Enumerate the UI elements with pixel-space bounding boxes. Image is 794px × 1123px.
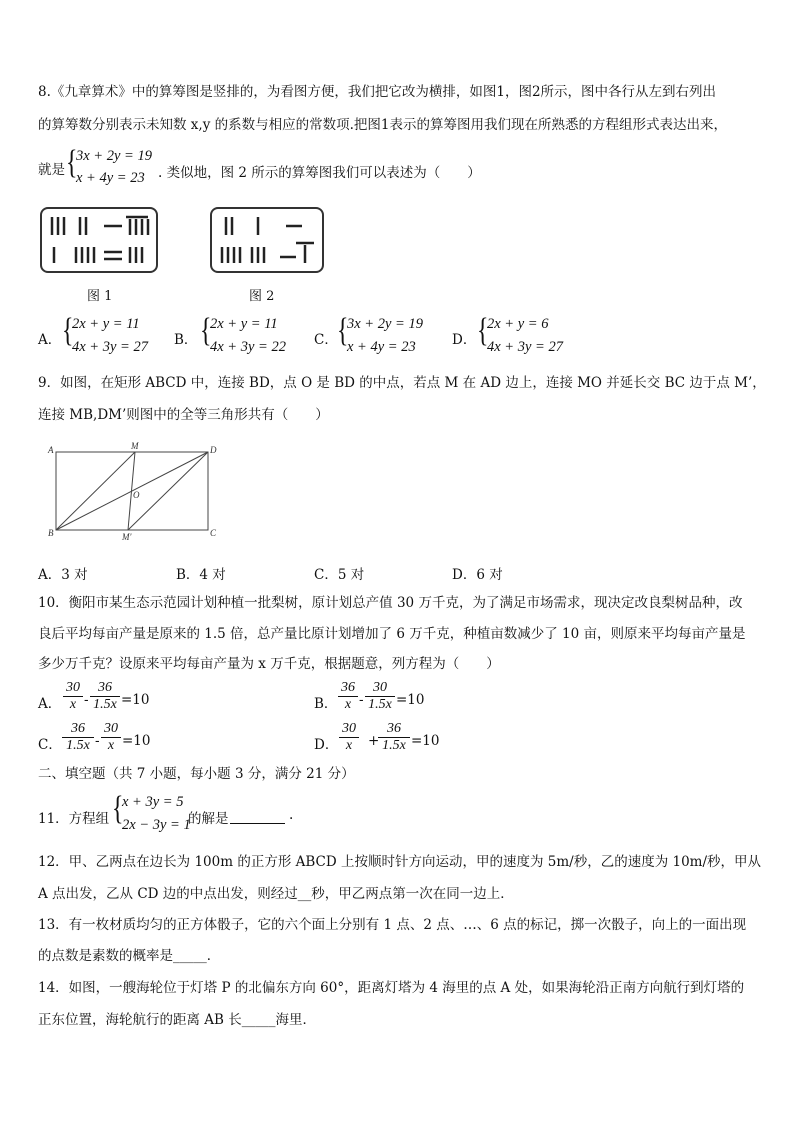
- q8-line2: 的算筹数分别表示未知数 x,y 的系数与相应的常数项.把图1表示的算筹图用我们现在所熟悉的方程组形式表达出来，: [38, 117, 727, 133]
- segment-dm2: [128, 452, 208, 530]
- label-b: B: [48, 528, 54, 538]
- q11-prefix: 11．方程组: [38, 811, 110, 827]
- q10-c-frac1: 36 1.5x: [62, 721, 94, 754]
- q11-end: .: [289, 807, 294, 823]
- q10-b-rhs: =10: [396, 692, 425, 708]
- counting-rod-figure-1: [40, 207, 158, 273]
- q8-system-eq1: 3x + 2y = 19: [76, 148, 152, 164]
- q8-line3-suffix: . 类似地，图 2 所示的算筹图我们可以表述为（ ）: [158, 165, 481, 181]
- q13-line2: 的点数是素数的概率是_____．: [38, 948, 221, 964]
- q10-line1: 10．衡阳市某生态示范园计划种植一批梨树，原计划总产值 30 万千克，为了满足市场需求，现决定改良梨树品种，改: [38, 595, 743, 611]
- q8-option-c-eq1: 3x + 2y = 19: [347, 316, 423, 332]
- q13-line1: 13．有一枚材质均匀的正方体骰子，它的六个面上分别有 1 点、2 点、…、6 点的标记，掷一次骰子，向上的一面出现: [38, 917, 747, 933]
- q11-eq2: 2x − 3y = 1: [122, 817, 191, 833]
- q8-option-a-eq2: 4x + 3y = 27: [72, 339, 148, 355]
- q10-c-frac2: 30 x: [101, 721, 121, 754]
- q9-line2: 连接 MB,DM’则图中的全等三角形共有（ ）: [38, 407, 329, 423]
- q10-d-rhs: =10: [411, 733, 440, 749]
- q10-c-op: -: [95, 733, 100, 749]
- q10-b-frac2: 30 1.5x: [365, 680, 395, 713]
- q8-option-b-eq2: 4x + 3y = 22: [210, 339, 286, 355]
- q10-d-frac2: 36 1.5x: [378, 721, 410, 754]
- label-a: A: [48, 445, 54, 455]
- label-c: C: [210, 528, 217, 538]
- q8-option-a-eq1: 2x + y = 11: [72, 316, 140, 332]
- q11-answer-blank[interactable]: [230, 807, 285, 824]
- q8-option-d-eq2: 4x + 3y = 27: [487, 339, 563, 355]
- q9-option-c[interactable]: C．5 对: [314, 567, 365, 583]
- q10-a-frac2: 36 1.5x: [90, 680, 120, 713]
- q10-a-frac1: 30 x: [63, 680, 83, 713]
- q10-b-op: -: [359, 692, 364, 708]
- counting-rod-figure-2: [210, 207, 324, 273]
- q14-line2: 正东位置，海轮航行的距离 AB 长_____海里．: [38, 1012, 317, 1028]
- q14-line1: 14．如图，一艘海轮位于灯塔 P 的北偏东方向 60°，距离灯塔为 4 海里的点 A 处，如果海轮沿正南方向航行到灯塔的: [38, 980, 745, 996]
- fig1-caption: 图 1: [87, 289, 113, 304]
- q8-line3-prefix: 就是: [38, 162, 65, 178]
- q10-option-a-label[interactable]: A．: [38, 696, 62, 712]
- section-2-heading: 二、填空题（共 7 小题，每小题 3 分，满分 21 分）: [38, 766, 355, 782]
- q8-option-d-eq1: 2x + y = 6: [487, 316, 549, 332]
- q9-option-a[interactable]: A．3 对: [38, 567, 88, 583]
- q10-option-d-label[interactable]: D．: [314, 737, 339, 753]
- q10-line3: 多少万千克？设原来平均每亩产量为 x 万千克，根据题意，列方程为（ ）: [38, 656, 500, 672]
- rod-figure-2-svg: [212, 209, 322, 271]
- q10-option-c-label[interactable]: C．: [38, 737, 62, 753]
- q8-option-b-eq1: 2x + y = 11: [210, 316, 278, 332]
- q8-option-c-label[interactable]: C．: [314, 332, 338, 348]
- q11-eq1: x + 3y = 5: [122, 794, 184, 810]
- q8-line1: 8.《九章算术》中的算筹图是竖排的，为看图方便，我们把它改为横排，如图1，图2所示，图中各行从左到右列出: [38, 84, 717, 100]
- q8-option-a-label[interactable]: A．: [38, 332, 62, 348]
- q9-option-d[interactable]: D．6 对: [452, 567, 503, 583]
- rectangle-abcd-figure: [40, 440, 230, 544]
- q9-line1: 9．如图，在矩形 ABCD 中，连接 BD，点 O 是 BD 的中点，若点 M 在 AD 边上，连接 MO 并延长交 BC 边于点 M’，: [38, 375, 766, 391]
- exam-page: 8.《九章算术》中的算筹图是竖排的，为看图方便，我们把它改为横排，如图1，图2所示，图中各行从左到右列出 的算筹数分别表示未知数 x,y 的系数与相应的常数项.把图1表示的算筹图用我们现在所熟悉的方程组形式表达出来， 就是 { 3x + 2y = 19 x + 4y = 23 . 类似地，图 2 所示的算筹图我们可以表述为（ ） 图 1 图 2 A． { 2x + y = 11 4x + 3y = 27 B． { 2x + y = 11 4x + 3y = 22 C． { 3x + 2y = 19 x + 4y = 23 D． { 2x + y = 6 4x + 3y = 27 9．如图，在矩形 ABCD 中，连接 BD，点 O 是 BD 的中点，若点 M 在 AD 边上，连接 MO 并延长交 BC 边于点 M’， 连接 MB,DM’则图中的全等三角形共有（ ） A M D O B M' C A．3 对 B．4 对 C．5 对 D．6 对 10．衡阳市某生态示范园计划种植一批梨树，原计划总产值 30 万千克，为了满足市场需求，现决定改良梨树品种，改 良后平均每亩产量是原来的 1.5 倍，总产量比原计划增加了 6 万千克，种植亩数减少了 10 亩，则原来平均每亩产量是 多少万千克？设原来平均每亩产量为 x 万千克，根据题意，列方程为（ ） A． 30 x - 36 1.5x =10 B． 36 x - 30 1.5x =10 C． 36 1.5x - 30 x =10 D． 30 x + 36 1.5x =10 二、填空题（共 7 小题，每小题 3 分，满分 21 分） 11．方程组 { x + 3y = 5 2x − 3y = 1 的解是 . 12．甲、乙两点在边长为 100m 的正方形 ABCD 上按顺时针方向运动，甲的速度为 5m/秒，乙的速度为 10m/秒，甲从 A 点出发，乙从 CD 边的中点出发，则经过__秒，甲乙两点第一次在同一边上． 13．有一枚材质均匀的正方体骰子，它的六个面上分别有 1 点、2 点、…、6 点的标记，掷一次骰子，向上的一面出现 的点数是素数的概率是_____． 14．如图，一艘海轮位于灯塔 P 的北偏东方向 60°，距离灯塔为 4 海里的点 A 处，如果海轮沿正南方向航行到灯塔的 正东位置，海轮航行的距离 AB 长_____海里．: [38, 84, 766, 1028]
- label-o: O: [133, 490, 140, 500]
- q10-d-op: +: [368, 733, 380, 749]
- q12-line2: A 点出发，乙从 CD 边的中点出发，则经过__秒，甲乙两点第一次在同一边上．: [38, 886, 514, 902]
- q10-a-op: -: [84, 692, 89, 708]
- q8-option-b-label[interactable]: B．: [174, 332, 198, 348]
- label-m-prime: M': [122, 532, 132, 542]
- q10-line2: 良后平均每亩产量是原来的 1.5 倍，总产量比原计划增加了 6 万千克，种植亩数减少了 10 亩，则原来平均每亩产量是: [38, 626, 746, 642]
- segment-mb: [56, 452, 135, 530]
- q8-system-eq2: x + 4y = 23: [76, 170, 145, 186]
- q8-option-c-eq2: x + 4y = 23: [347, 339, 416, 355]
- label-m: M: [131, 441, 139, 451]
- rod-figure-1-svg: [42, 209, 156, 271]
- q10-c-rhs: =10: [122, 733, 151, 749]
- q11-suffix: 的解是: [188, 811, 229, 827]
- label-d: D: [210, 445, 217, 455]
- q10-option-b-label[interactable]: B．: [314, 696, 338, 712]
- q10-a-rhs: =10: [121, 692, 150, 708]
- q12-line1: 12．甲、乙两点在边长为 100m 的正方形 ABCD 上按顺时针方向运动，甲的速度为 5m/秒，乙的速度为 10m/秒，甲从: [38, 854, 762, 870]
- q9-option-b[interactable]: B．4 对: [176, 567, 226, 583]
- q8-option-d-label[interactable]: D．: [452, 332, 477, 348]
- q10-d-frac1: 30 x: [339, 721, 359, 754]
- fig2-caption: 图 2: [249, 289, 275, 304]
- q10-b-frac1: 36 x: [338, 680, 358, 713]
